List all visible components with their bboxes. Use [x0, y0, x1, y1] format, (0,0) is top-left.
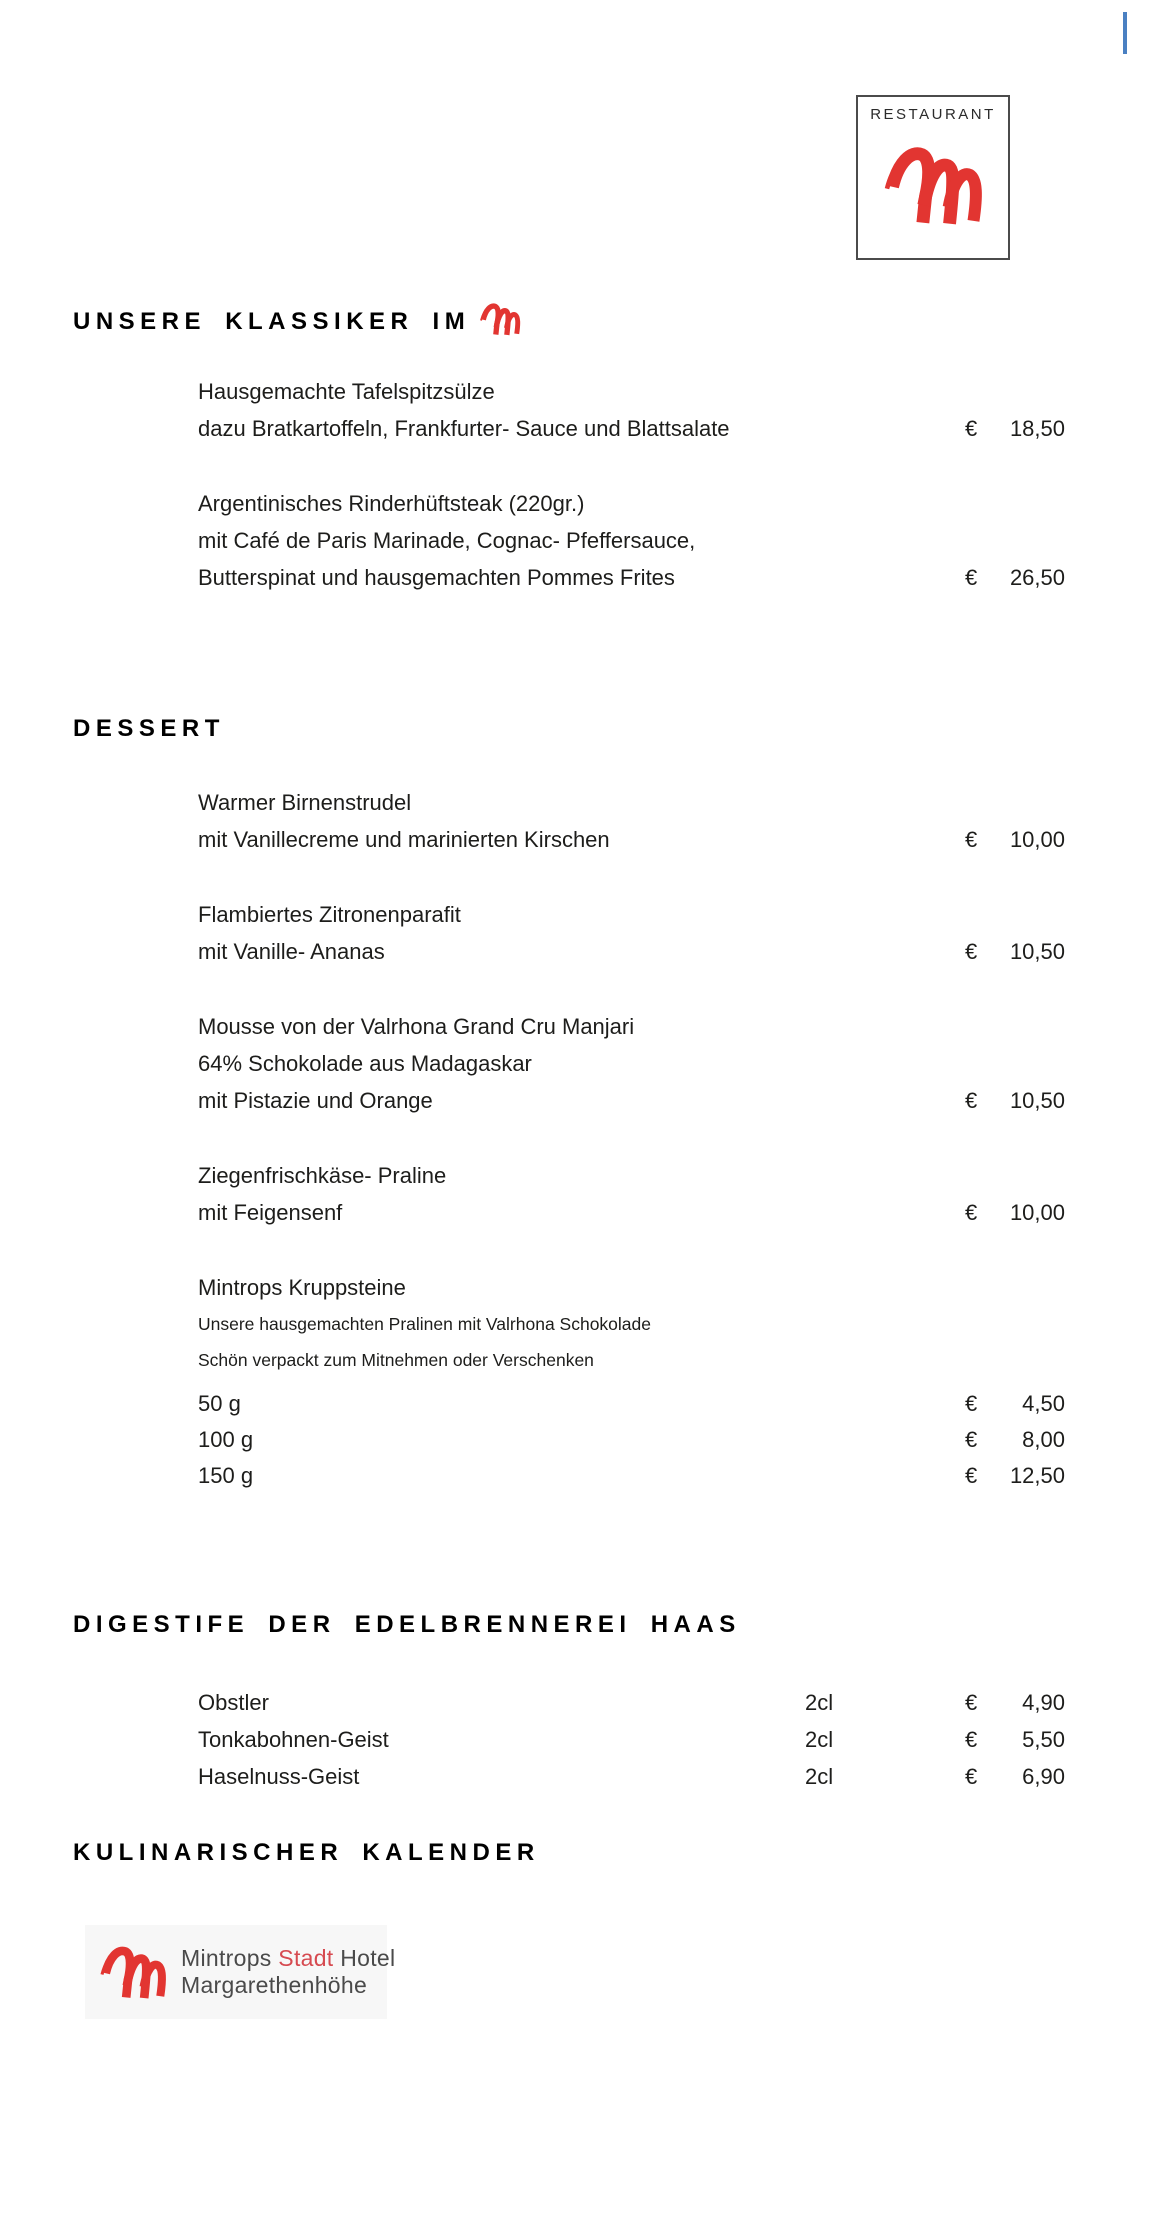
price [965, 410, 1065, 447]
hotel-name-part: Hotel [333, 1945, 396, 1971]
dessert-items [198, 784, 1065, 1532]
currency-symbol: € [965, 827, 978, 852]
restaurant-logo [856, 95, 1010, 260]
price-value: 6,90 [1022, 1764, 1065, 1789]
weight-row [198, 1422, 1065, 1458]
price [965, 933, 1065, 970]
hotel-logo-text [181, 1945, 395, 1999]
currency-symbol: € [965, 1463, 978, 1488]
price [965, 1758, 1065, 1795]
pralines-title: Mintrops Kruppsteine [198, 1275, 406, 1300]
weight-row [198, 1458, 1065, 1494]
price [965, 1721, 1065, 1758]
restaurant-label: RESTAURANT [870, 106, 996, 123]
menu-item [198, 1008, 1065, 1119]
klassiker-items [198, 373, 1065, 634]
dish-line: 64% Schokolade aus Madagaskar [198, 1051, 532, 1076]
price-value: 10,50 [1009, 939, 1065, 964]
price-value: 12,50 [1009, 1463, 1065, 1488]
currency-symbol: € [965, 1427, 978, 1452]
section-title-text: UNSERE KLASSIKER IM [73, 308, 471, 335]
hotel-logo [85, 1925, 396, 2019]
dish-line: Mousse von der Valrhona Grand Cru Manjari [198, 1014, 635, 1039]
price-value: 10,50 [1009, 1088, 1065, 1113]
menu-item [198, 896, 1065, 970]
price-value: 18,50 [1009, 416, 1065, 441]
price-value: 10,00 [1009, 1200, 1065, 1225]
digestif-name: Obstler [198, 1690, 269, 1715]
currency-symbol: € [965, 1391, 978, 1416]
dish-line: Hausgemachte Tafelspitzsülze [198, 379, 495, 404]
digestif-row [198, 1721, 1065, 1758]
menu-item [198, 784, 1065, 858]
currency-symbol: € [965, 565, 978, 590]
page-edge-mark [1123, 12, 1127, 54]
dish-line: mit Pistazie und Orange [198, 1088, 433, 1113]
digestif-volume: 2cl [805, 1727, 834, 1752]
mintrops-m-icon [478, 300, 522, 338]
pralines-description: Schön verpackt zum Mitnehmen oder Verschenken [198, 1350, 594, 1370]
price [965, 1194, 1065, 1231]
pralines-block [198, 1269, 1065, 1494]
section-title-klassiker [73, 300, 522, 339]
dish-line: mit Vanillecreme und marinierten Kirschen [198, 827, 610, 852]
price-value: 26,50 [1009, 565, 1065, 590]
dish-line: mit Vanille- Ananas [198, 939, 385, 964]
menu-item [198, 1157, 1065, 1231]
mintrops-m-icon [97, 1941, 169, 2003]
currency-symbol: € [965, 1727, 978, 1752]
weight-row [198, 1386, 1065, 1422]
dish-line: Butterspinat und hausgemachten Pommes Frites [198, 565, 675, 590]
digestif-row [198, 1758, 1065, 1795]
digestif-volume: 2cl [805, 1764, 834, 1789]
digestife-items [198, 1684, 1065, 1795]
price [965, 1386, 1065, 1422]
price-value: 4,90 [1022, 1690, 1065, 1715]
price-value: 8,00 [1022, 1427, 1065, 1452]
dish-line: Argentinisches Rinderhüftsteak (220gr.) [198, 491, 585, 516]
menu-item [198, 485, 1065, 596]
price-value: 5,50 [1022, 1727, 1065, 1752]
digestif-name: Haselnuss-Geist [198, 1764, 360, 1789]
hotel-name-line [181, 1945, 395, 1972]
digestif-volume: 2cl [805, 1690, 834, 1715]
hotel-location: Margarethenhöhe [181, 1972, 368, 1998]
menu-item [198, 373, 1065, 447]
digestif-row [198, 1684, 1065, 1721]
dish-line: mit Café de Paris Marinade, Cognac- Pfeffersauce, [198, 528, 696, 553]
section-title-digestife: DIGESTIFE DER EDELBRENNEREI HAAS [73, 1611, 741, 1638]
price [965, 1422, 1065, 1458]
price [965, 1458, 1065, 1494]
digestif-name: Tonkabohnen-Geist [198, 1727, 389, 1752]
price [965, 559, 1065, 596]
weight-label: 150 g [198, 1463, 254, 1488]
dish-line: Ziegenfrischkäse- Praline [198, 1163, 447, 1188]
weight-label: 50 g [198, 1391, 241, 1416]
price-value: 4,50 [1022, 1391, 1065, 1416]
hotel-name-highlight: Stadt [278, 1945, 334, 1971]
currency-symbol: € [965, 1088, 978, 1113]
mintrops-m-icon [880, 139, 986, 231]
pralines-weights [198, 1386, 1065, 1494]
pralines-description: Unsere hausgemachten Pralinen mit Valrhona Schokolade [198, 1314, 652, 1334]
dish-line: mit Feigensenf [198, 1200, 343, 1225]
section-title-kalender: KULINARISCHER KALENDER [73, 1839, 540, 1866]
hotel-name-part: Mintrops [181, 1945, 279, 1971]
dish-line: Warmer Birnenstrudel [198, 790, 412, 815]
dish-line: dazu Bratkartoffeln, Frankfurter- Sauce und Blattsalate [198, 416, 730, 441]
price-value: 10,00 [1009, 827, 1065, 852]
weight-label: 100 g [198, 1427, 254, 1452]
price [965, 821, 1065, 858]
currency-symbol: € [965, 1200, 978, 1225]
price [965, 1684, 1065, 1721]
currency-symbol: € [965, 1764, 978, 1789]
price [965, 1082, 1065, 1119]
currency-symbol: € [965, 416, 978, 441]
dish-line: Flambiertes Zitronenparafit [198, 902, 461, 927]
currency-symbol: € [965, 1690, 978, 1715]
currency-symbol: € [965, 939, 978, 964]
section-title-dessert: DESSERT [73, 715, 225, 742]
